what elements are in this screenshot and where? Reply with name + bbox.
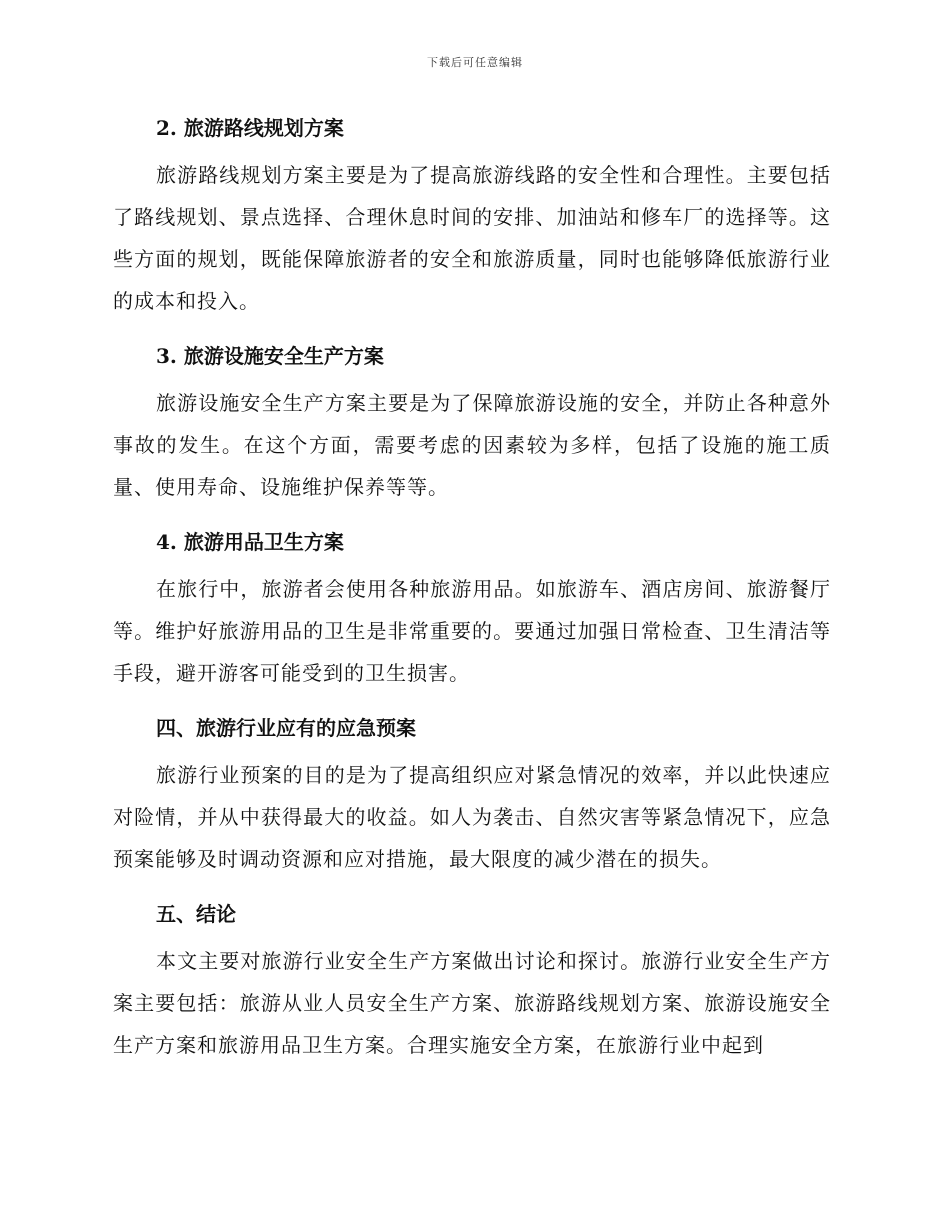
- section-facility-safety: [113, 336, 831, 508]
- section-emergency-plan: [113, 708, 831, 880]
- section-paragraph: 旅游行业预案的目的是为了提高组织应对紧急情况的效率，并以此快速应对险情，并从中获得最大的收益。如人为袭击、自然灾害等紧急情况下，应急预案能够及时调动资源和应对措施，最大限度的减少潜在的损失。: [113, 763, 831, 871]
- section-heading: 四、旅游行业应有的应急预案: [156, 716, 416, 740]
- section-heading: 2. 旅游路线规划方案: [156, 116, 344, 140]
- document-body: [113, 108, 831, 1080]
- section-supplies-hygiene: [113, 522, 831, 694]
- section-paragraph: 旅游路线规划方案主要是为了提高旅游线路的安全性和合理性。主要包括了路线规划、景点选择、合理休息时间的安排、加油站和修车厂的选择等。这些方面的规划，既能保障旅游者的安全和旅游质量，同时也能够降低旅游行业的成本和投入。: [113, 163, 831, 313]
- header-note: 下载后可任意编辑: [427, 56, 523, 69]
- section-heading: 4. 旅游用品卫生方案: [156, 530, 344, 554]
- section-heading: 3. 旅游设施安全生产方案: [156, 344, 384, 368]
- section-conclusion: [113, 894, 831, 1066]
- section-route-planning: [113, 108, 831, 322]
- section-paragraph: 旅游设施安全生产方案主要是为了保障旅游设施的安全，并防止各种意外事故的发生。在这个方面，需要考虑的因素较为多样，包括了设施的施工质量、使用寿命、设施维护保养等等。: [113, 391, 831, 499]
- section-paragraph: 本文主要对旅游行业安全生产方案做出讨论和探讨。旅游行业安全生产方案主要包括：旅游从业人员安全生产方案、旅游路线规划方案、旅游设施安全生产方案和旅游用品卫生方案。合理实施安全方案，在旅游行业中起到: [113, 949, 831, 1057]
- section-paragraph: 在旅行中，旅游者会使用各种旅游用品。如旅游车、酒店房间、旅游餐厅等。维护好旅游用品的卫生是非常重要的。要通过加强日常检查、卫生清洁等手段，避开游客可能受到的卫生损害。: [113, 577, 831, 685]
- section-heading: 五、结论: [156, 902, 236, 926]
